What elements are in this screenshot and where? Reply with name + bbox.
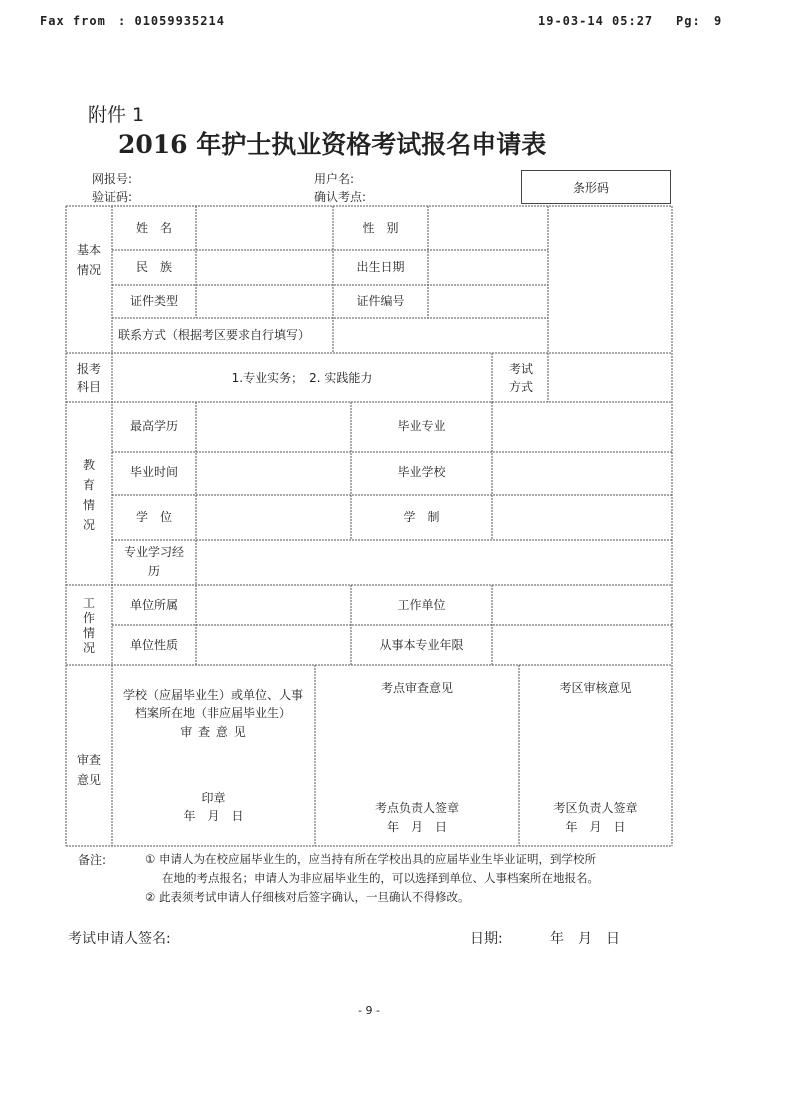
notes-label: 备注: bbox=[78, 853, 107, 867]
field-grad-school-label: 毕业学校 bbox=[397, 465, 446, 479]
field-years-label: 从事本专业年限 bbox=[379, 638, 464, 652]
field-employer-nature-label: 单位性质 bbox=[129, 638, 178, 652]
review-school-opinion: 学校（应届毕业生）或单位、人事档案所在地（非应届毕业生） bbox=[122, 688, 303, 720]
field-id-number-label: 证件编号 bbox=[356, 294, 405, 308]
review-title: 审 查 意 见 bbox=[180, 725, 247, 739]
field-ethnicity-label: 民 族 bbox=[135, 260, 172, 274]
exam-mode-label: 考试方式 bbox=[508, 362, 533, 394]
section-basic: 基本情况 bbox=[76, 243, 101, 277]
page-number: - 9 - bbox=[358, 1004, 380, 1017]
barcode-label: 条形码 bbox=[573, 181, 610, 195]
username-label: 用户名: bbox=[314, 172, 355, 186]
review-site-opinion: 考点审查意见 bbox=[380, 681, 453, 695]
signature-label: 考试申请人签名: bbox=[68, 931, 171, 947]
section-exam: 报考科目 bbox=[76, 362, 101, 394]
field-employer-type-label: 单位所属 bbox=[129, 598, 178, 612]
field-highest-degree-label: 最高学历 bbox=[129, 419, 178, 433]
field-id-type-label: 证件类型 bbox=[129, 294, 178, 308]
review-district-opinion: 考区审核意见 bbox=[559, 681, 632, 695]
section-work: 工作情况 bbox=[82, 596, 95, 655]
review-school-date: 年 月 日 bbox=[183, 809, 244, 823]
field-study-history-label: 专业学习经历 bbox=[123, 545, 184, 578]
form-title: 2016 年护士执业资格考试报名申请表 bbox=[118, 130, 547, 159]
signature-date-label: 日期: bbox=[470, 931, 503, 947]
fax-page-label: Pg: bbox=[676, 14, 701, 28]
verify-code-label: 验证码: bbox=[92, 190, 133, 204]
fax-page-number: 9 bbox=[714, 14, 723, 28]
review-seal: 印章 bbox=[201, 791, 226, 805]
review-site-signer: 考点负责人签章 bbox=[374, 801, 459, 815]
notes-line-3: ② 此表须考试申请人仔细核对后签字确认，一旦确认不得修改。 bbox=[145, 890, 470, 904]
attachment-label: 附件 1 bbox=[88, 104, 145, 126]
field-degree-label: 学 位 bbox=[135, 510, 172, 524]
field-major-label: 毕业专业 bbox=[397, 419, 446, 433]
review-district-signer: 考区负责人签章 bbox=[553, 801, 638, 815]
notes-line-2: 在地的考点报名；申请人为非应届毕业生的，可以选择到单位、人事档案所在地报名。 bbox=[162, 871, 599, 885]
field-birthdate-label: 出生日期 bbox=[356, 260, 405, 274]
notes-line-1: ① 申请人为在校应届毕业生的，应当持有所在学校出具的应届毕业生毕业证明，到学校所 bbox=[145, 852, 596, 866]
field-study-system-label: 学 制 bbox=[403, 510, 440, 524]
review-district-date: 年 月 日 bbox=[565, 820, 626, 834]
fax-datetime: 19-03-14 05:27 bbox=[538, 14, 654, 28]
field-gender-label: 性 别 bbox=[362, 221, 399, 235]
review-site-date: 年 月 日 bbox=[386, 820, 447, 834]
section-review: 审查意见 bbox=[76, 753, 101, 787]
fax-from-label: Fax from bbox=[40, 14, 106, 28]
field-grad-time-label: 毕业时间 bbox=[129, 465, 178, 479]
net-no-label: 网报号: bbox=[92, 172, 133, 186]
signature-date-value: 年 月 日 bbox=[550, 931, 620, 947]
exam-subjects: 1.专业实务； 2. 实践能力 bbox=[231, 371, 373, 385]
field-name-label: 姓 名 bbox=[135, 221, 172, 235]
field-contact-label: 联系方式（根据考区要求自行填写） bbox=[118, 328, 311, 342]
fax-number: : 01059935214 bbox=[118, 14, 225, 28]
section-education: 教育情况 bbox=[82, 458, 95, 532]
field-employer-label: 工作单位 bbox=[397, 598, 446, 612]
confirm-site-label: 确认考点: bbox=[314, 190, 367, 204]
